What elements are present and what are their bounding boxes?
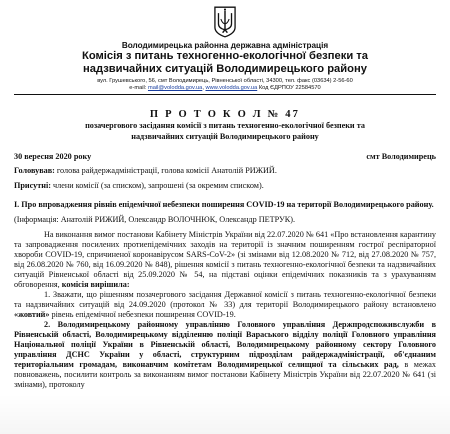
- decision-1-text: 1. Зважати, що рішенням позачергового засідання Державної комісії з питань техногенно-екологічної безпеки та надзвичайних ситуацій від 24.09.2020 (протокол № 33) для території Володимирецького району встановлено: [14, 290, 436, 309]
- header-divider: [14, 94, 436, 95]
- decision-1-tail: рівень епідемічної небезпеки поширення COVID-19.: [49, 310, 236, 319]
- commission-name-line2: надзвичайних ситуацій Володимирецького району: [83, 63, 367, 75]
- scan-shadow: [0, 394, 450, 434]
- protocol-title: П Р О Т О К О Л № 47: [149, 109, 301, 120]
- item1-title: І. Про впровадження рівнів епідемічної небезпеки поширення COVID-19 на території Володимирецького району.: [14, 200, 434, 209]
- date-place-line: [14, 152, 436, 161]
- address-block: [14, 78, 436, 92]
- web-prefix: ,: [202, 85, 206, 91]
- chair-label: Головував:: [14, 166, 55, 175]
- edrpou-code: Код ЄДРПОУ 22584570: [257, 85, 321, 91]
- administration-name: Володимирецька районна державна адміністрація: [121, 41, 329, 50]
- protocol-date: 30 вересня 2020 року: [14, 152, 92, 161]
- present-text: члени комісії (за списком), запрошені (за окремим списком).: [51, 181, 264, 190]
- protocol-place: смт Володимирець: [366, 152, 436, 161]
- address-line: вул. Грушевського, 56, смт Володимирець, Рівненської області, 34300, тел. факс (03634) 2-56-60: [97, 78, 353, 84]
- decision-1: [14, 290, 436, 320]
- present-line: [14, 181, 436, 191]
- decision-2: [14, 320, 436, 390]
- present-label: Присутні:: [14, 181, 51, 190]
- decision-1-level: «жовтий»: [14, 310, 50, 319]
- trident-emblem-icon: [213, 6, 237, 38]
- protocol-subtitle-line1: позачергового засідання комісії з питань техногенно-екологічної безпеки та: [85, 121, 365, 130]
- decision-2-text: в межах повноважень, посилити контроль за виконанням вимог постанови Кабінету Міністрів України від 22.07.2020 № 641 (зі змінами), протоколу: [14, 360, 436, 389]
- email-link[interactable]: mail@volodda.gov.ua: [147, 85, 203, 91]
- item1-info: (Інформація: Анатолій РИЖИЙ, Олександр ВОЛОЧНЮК, Олександр ПЕТРУК).: [14, 215, 296, 224]
- intro-decision: комісія вирішила:: [61, 280, 130, 289]
- website-link[interactable]: www.volodda.gov.ua: [205, 85, 258, 91]
- email-prefix: е-mail:: [129, 85, 148, 91]
- commission-name-line1: Комісія з питань техногенно-екологічної безпеки та: [81, 50, 369, 62]
- intro-text: На виконання вимог постанови Кабінету Міністрів України від 22.07.2020 № 641 «Про встановлення карантину та запровадження посилених протиепідемічних заходів на території із значним поширенням гострої респіраторної хвороби COVID-19, спричиненої коронавірусом SARS-CoV-2» (зі змінами від 12.08.2020 № 712, від 27.08.2020 № 757, від 26.08.2020 № 760, від 16.09.2020 № 848), рішення комісії з питань техногенно-екологічної безпеки та надзвичайних ситуацій Рівненської області від 25.09.2020 № 54, на підставі оцінки епідемічних показників та з урахуванням обговорення,: [14, 230, 436, 289]
- chair-text: голова райдержадміністрації, голова комісії Анатолій РИЖИЙ.: [54, 166, 277, 175]
- contacts-line: [14, 85, 436, 92]
- protocol-subtitle-line2: надзвичайних ситуацій Володимирецького району: [131, 132, 319, 141]
- item1-intro: [14, 230, 436, 290]
- chair-line: [14, 166, 436, 176]
- decision-2-addressees: 2. Володимирецькому районному управлінню Головного управління Держпродспоживслужби в Рівненській області, Володимирецькому відділенню поліції Вараського відділу поліції Головного управління Національної поліції України в Рівненській області, Володимирецькому районному сектору Головного управління ДСНС України у області, структурним підрозділам райдержадміністрації, об'єднаним територіальним громадам, виконавчим комітетам Володимирецької селищної та сільських рад,: [14, 320, 436, 369]
